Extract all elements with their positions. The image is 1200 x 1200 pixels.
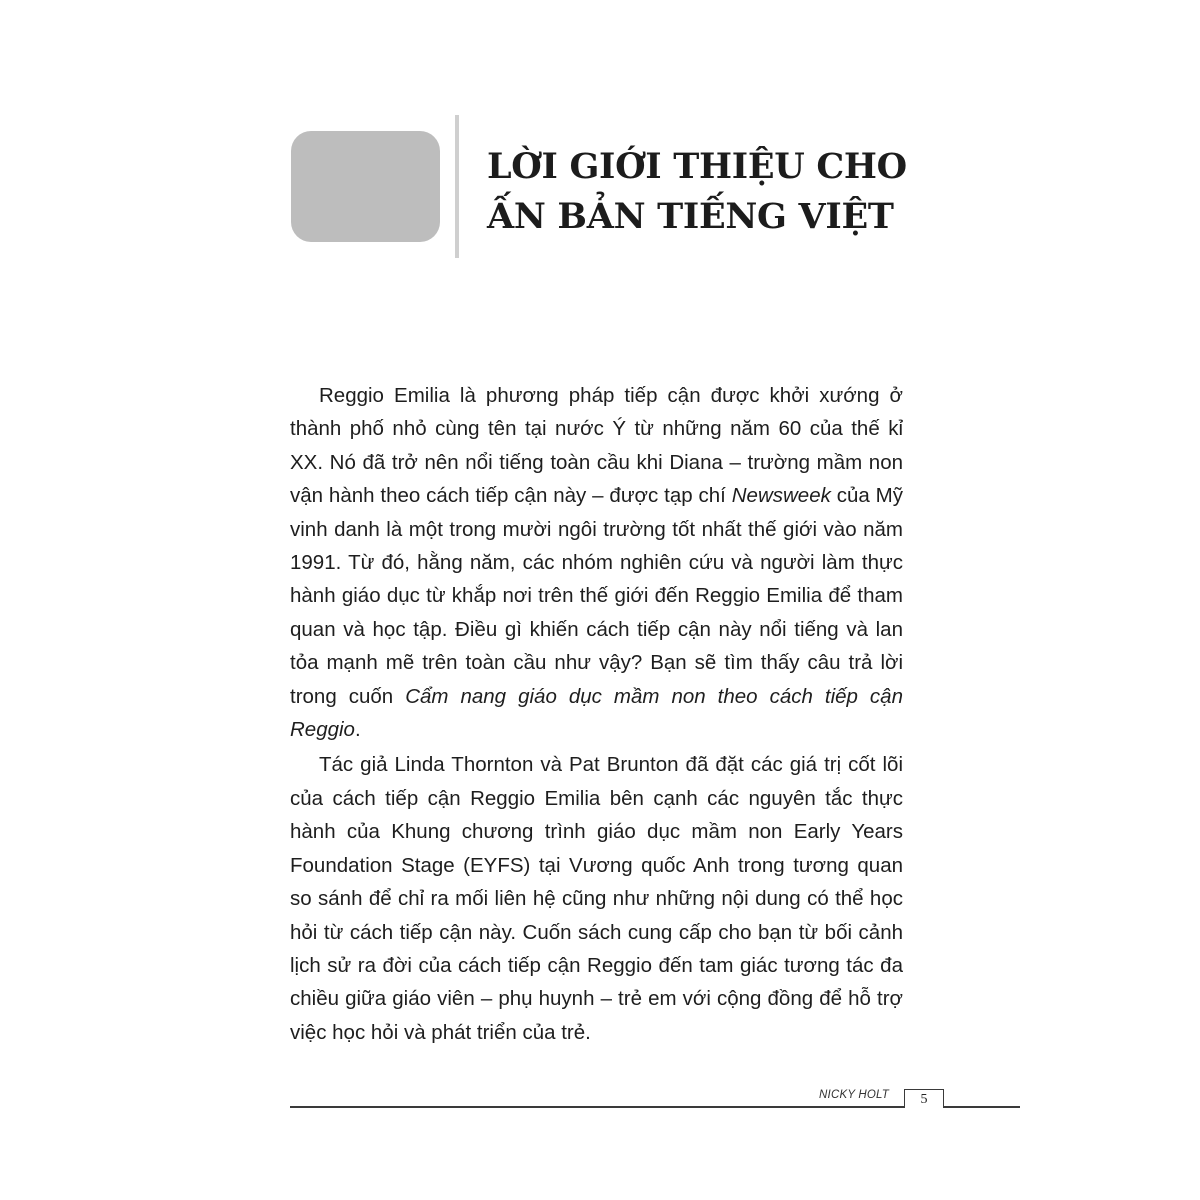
running-footer-author: NICKY HOLT (819, 1089, 889, 1101)
body-text (290, 379, 903, 1049)
title-divider (455, 115, 459, 258)
paragraph-1-part-3: . (354, 718, 361, 742)
paragraph-1 (290, 379, 903, 746)
paragraph-2: Tác giả Linda Thornton và Pat Brunton đã đặt các giá trị cốt lõi của cách tiếp cận Reggio Emilia bên cạnh các nguyên tắc thực hành của Khung chương trình giáo dục mầm non Early Years Foundation Stage (EYFS) tại Vương quốc Anh trong tương quan so sánh để chỉ ra mối liên hệ cũng như những nội dung có thể học hỏi từ cách tiếp cận này. Cuốn sách cung cấp cho bạn từ bối cảnh lịch sử ra đời của cách tiếp cận Reggio đến tam giác tương tác đa chiều giữa giáo viên – phụ huynh – trẻ em với cộng đồng để hỗ trợ việc học hỏi và phát triển của trẻ. (290, 753, 903, 1044)
footer-rule-right (944, 1106, 1020, 1108)
book-title: Cẩm nang giáo dục mầm non theo cách tiếp cận Reggio (290, 684, 903, 742)
chapter-title-line-1: LỜI GIỚI THIỆU CHO (487, 146, 907, 187)
paragraph-1-part-2: của Mỹ vinh danh là một trong mười ngôi trường tốt nhất thế giới vào năm 1991. Từ đó, hằng năm, các nhóm nghiên cứu và người làm thực hành giáo dục từ khắp nơi trên thế giới đến Reggio Emilia để tham quan và học tập. Điều gì khiến cách tiếp cận này nổi tiếng và lan tỏa mạnh mẽ trên toàn cầu như vậy? Bạn sẽ tìm thấy câu trả lời trong cuốn (290, 484, 903, 708)
footer-rule-left (290, 1106, 904, 1108)
paragraph-1-part-1: Reggio Emilia là phương pháp tiếp cận được khởi xướng ở thành phố nhỏ cùng tên tại nước Ý từ những năm 60 của thế kỉ XX. Nó đã trở nên nổi tiếng toàn cầu khi Diana – trường mầm non vận hành theo cách tiếp cận này – được tạp chí (290, 384, 903, 508)
chapter-title (487, 142, 1007, 242)
page-number: 5 (904, 1089, 944, 1108)
chapter-marker-block (291, 131, 440, 242)
magazine-name: Newsweek (731, 484, 831, 508)
chapter-title-line-2: ẤN BẢN TIẾNG VIỆT (487, 196, 894, 237)
